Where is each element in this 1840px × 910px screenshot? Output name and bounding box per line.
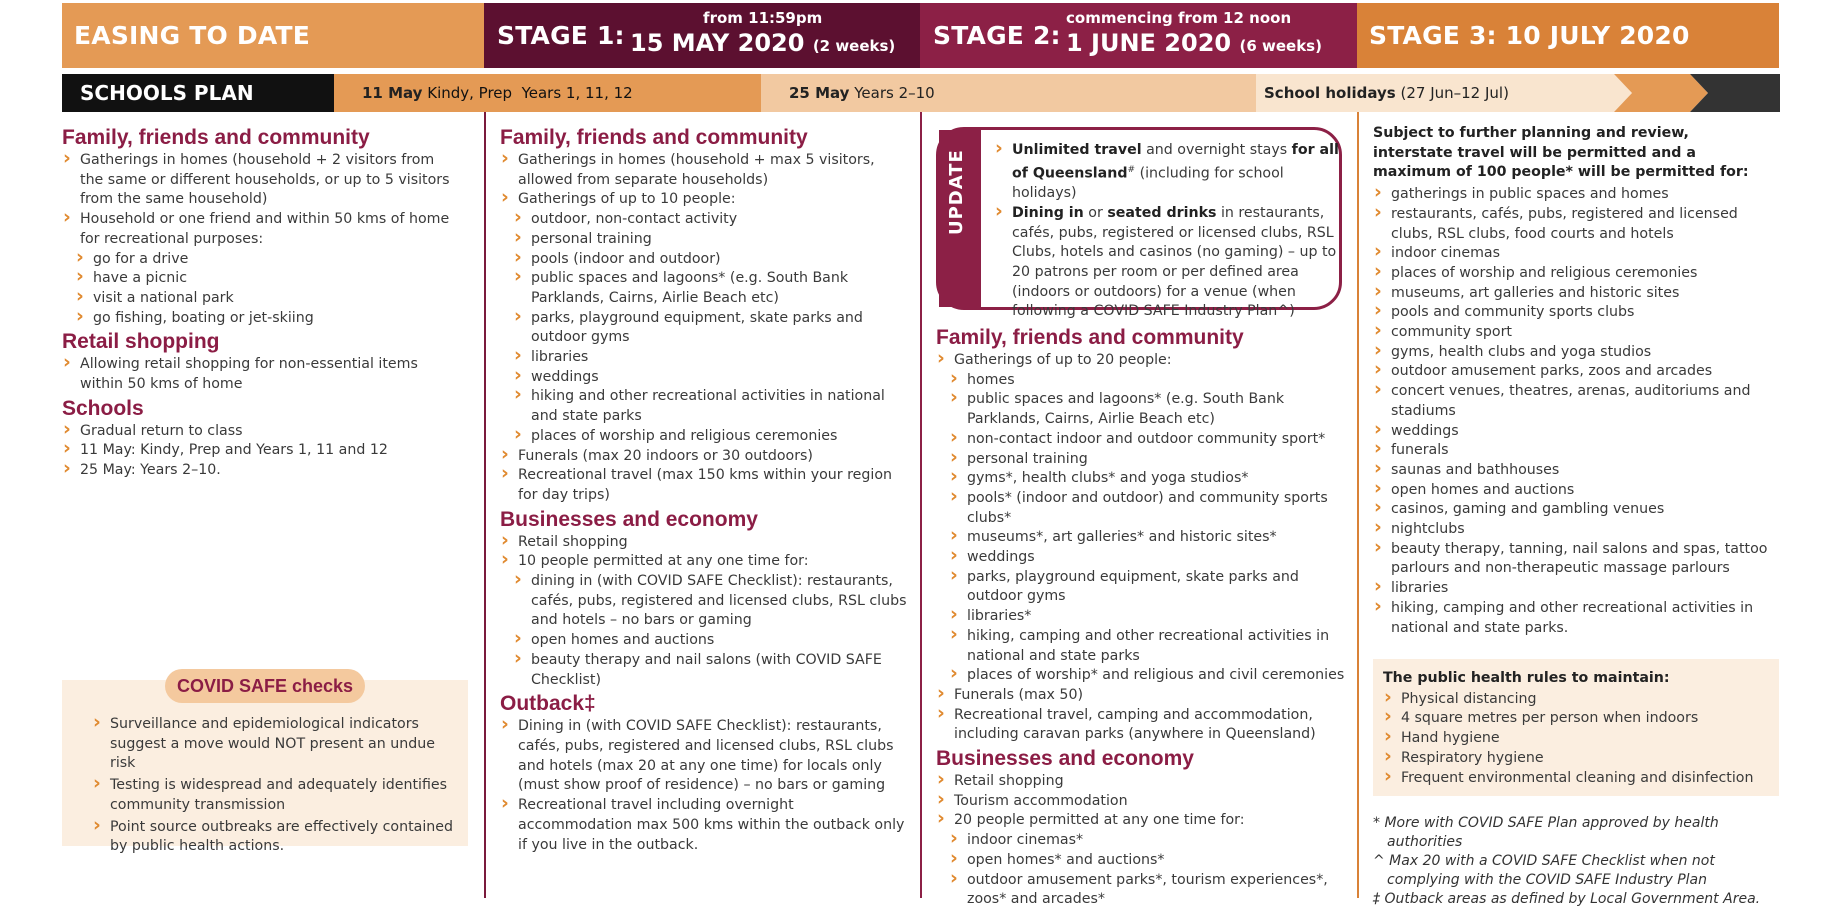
list-item: › saunas and bathhouses (1373, 461, 1773, 481)
list-item: › restaurants, cafés, pubs, registered and licensed clubs, RSL clubs, food courts and hotels (1373, 205, 1773, 244)
update-item-travel (994, 141, 1339, 204)
update-label: UPDATE (946, 149, 967, 235)
list-item-text: Gatherings of up to 10 people: (518, 191, 736, 208)
list-item: › Recreational travel (max 150 kms within your region for day trips) (500, 466, 910, 505)
list-item (62, 210, 462, 328)
outback-list (500, 717, 910, 855)
footnote-marker: # (1127, 164, 1136, 175)
list-item-text: Household or one friend and within 50 kms of home for recreational purposes: (80, 211, 450, 247)
stage1-date-block (630, 11, 895, 55)
list-item: › beauty therapy, tanning, nail salons and spas, tattoo parlours and non-therapeutic massage parlours (1373, 540, 1773, 579)
header-stage-3 (1357, 3, 1779, 68)
sub-list-item: › personal training (500, 230, 910, 250)
schools-plan-segment-11-may (334, 74, 761, 112)
family-list (500, 151, 910, 506)
sub-list-item: › open homes and auctions (500, 631, 910, 651)
list-item: › gatherings in public spaces and homes (1373, 185, 1773, 205)
sub-list-item: › have a picnic (62, 269, 462, 289)
sub-list-item: › libraries* (936, 607, 1346, 627)
schools-plan-label (62, 74, 334, 112)
text: or (1083, 204, 1108, 221)
gatherings-sublist (500, 210, 910, 446)
recreation-sublist (62, 250, 462, 329)
update-item-dining (994, 204, 1339, 322)
list-item: › Respiratory hygiene (1383, 749, 1769, 769)
public-health-rules-box (1373, 659, 1779, 796)
sub-list-item: › visit a national park (62, 289, 462, 309)
outback-heading: Outback‡ (500, 692, 596, 716)
text: and overnight stays (1141, 142, 1292, 158)
list-item: › Recreational travel including overnight accommodation max 500 kms within the outback only if you live in the outback. (500, 796, 910, 855)
covid-safe-checks-box (62, 675, 468, 855)
update-list (994, 141, 1339, 322)
schools-plan-arrows (1514, 74, 1780, 112)
bold-text: Dining in (1012, 204, 1084, 221)
rules-list (1383, 690, 1769, 789)
family-heading: Family, friends and community (936, 326, 1244, 349)
sub-list-item: › weddings (500, 368, 910, 388)
list-item (936, 811, 1346, 910)
list-item: › nightclubs (1373, 520, 1773, 540)
list-item: › libraries (1373, 579, 1773, 599)
rules-title: The public health rules to maintain: (1383, 670, 1670, 686)
sub-list-item: › open homes* and auctions* (936, 851, 1346, 871)
list-item-text: 20 people permitted at any one time for: (954, 812, 1245, 829)
stage1-column (500, 124, 910, 855)
list-item: › 4 square metres per person when indoors (1383, 709, 1769, 729)
list-item: › Funerals (max 20 indoors or 30 outdoors) (500, 447, 910, 467)
arrow-segment-light (1514, 74, 1632, 112)
list-item: › Frequent environmental cleaning and disinfection (1383, 769, 1769, 789)
text: in restaurants, cafés, pubs, registered or licensed clubs, RSL Clubs, hotels and casinos (no gaming) – up to 20 patrons per room or per defined area (indoors or outdoors) for a venue (when following a COVID SAFE Industry Plan^) (1012, 204, 1337, 320)
list-item: › Physical distancing (1383, 690, 1769, 710)
list-item: › Surveillance and epidemiological indicators suggest a move would NOT present an undue risk (92, 715, 462, 774)
easing-title: EASING TO DATE (74, 21, 310, 50)
list-item: › hiking, camping and other recreational activities in national and state parks. (1373, 599, 1773, 638)
list-item: › Hand hygiene (1383, 729, 1769, 749)
sub-list-item: › places of worship and religious ceremonies (500, 427, 910, 447)
list-item: › gyms, health clubs and yoga studios (1373, 343, 1773, 363)
seg3-title: School holidays (1264, 84, 1396, 102)
list-item: › open homes and auctions (1373, 481, 1773, 501)
footnote: ^ Max 20 with a COVID SAFE Checklist when not complying with the COVID SAFE Industry Plan (1373, 853, 1715, 888)
stage2-time: commencing from 12 noon (1066, 9, 1292, 27)
text: (including for school holidays) (1012, 165, 1284, 202)
list-item: › Retail shopping (936, 772, 1346, 792)
list-item: › Point source outbreaks are effectively contained by public health actions. (92, 818, 462, 857)
footnote: ‡ Outback areas as defined by Local Government Area. (1373, 891, 1761, 907)
family-heading: Family, friends and community (500, 126, 808, 149)
stage2-label: STAGE 2: (933, 21, 1061, 50)
sub-list-item: › hiking, camping and other recreational activities in national and state parks (936, 627, 1346, 666)
list-item: › concert venues, theatres, arenas, auditoriums and stadiums (1373, 382, 1773, 421)
list-item: › Gatherings in homes (household + max 5 visitors, allowed from separate households) (500, 151, 910, 190)
header-stage-1 (484, 3, 920, 68)
gatherings-sublist (936, 371, 1346, 686)
list-item (936, 351, 1346, 686)
stage2-date-block (1066, 11, 1322, 55)
seg3-text: (27 Jun–12 Jul) (1395, 84, 1509, 102)
header-easing-to-date (62, 3, 484, 68)
seg2-text: Years 2–10 (849, 84, 935, 102)
seg1-text: Kindy, Prep Years 1, 11, 12 (422, 84, 633, 102)
sub-list-item: › outdoor, non-contact activity (500, 210, 910, 230)
list-item: › outdoor amusement parks, zoos and arcades (1373, 362, 1773, 382)
family-list (62, 151, 462, 328)
sub-list-item: › dining in (with COVID SAFE Checklist): restaurants, cafés, pubs, registered and licensed clubs, RSL clubs and hotels – no bars or gaming (500, 572, 910, 631)
list-item: › Allowing retail shopping for non-essential items within 50 kms of home (62, 355, 462, 394)
list-item: › casinos, gaming and gambling venues (1373, 500, 1773, 520)
sub-list-item: › public spaces and lagoons* (e.g. South Bank Parklands, Cairns, Airlie Beach etc) (936, 390, 1346, 429)
sub-list-item: › gyms*, health clubs* and yoga studios* (936, 469, 1346, 489)
bold-text: for all of Queensland (1012, 142, 1339, 182)
sub-list-item: › parks, playground equipment, skate parks and outdoor gyms (936, 568, 1346, 607)
stage1-divider (484, 112, 486, 898)
business-heading: Businesses and economy (500, 507, 758, 531)
header-stage-2 (920, 3, 1357, 68)
stage3-title: STAGE 3: 10 JULY 2020 (1369, 21, 1690, 50)
easing-column (62, 124, 462, 481)
list-item: › Gradual return to class (62, 422, 462, 442)
list-item: › 11 May: Kindy, Prep and Years 1, 11 and 12 (62, 441, 462, 461)
sub-list-item: › go fishing, boating or jet-skiing (62, 309, 462, 329)
sub-list-item: › beauty therapy and nail salons (with COVID SAFE Checklist) (500, 651, 910, 690)
footnotes (1373, 814, 1779, 909)
sub-list-item: › museums*, art galleries* and historic sites* (936, 528, 1346, 548)
seg1-date: 11 May (362, 84, 423, 102)
business-heading: Businesses and economy (936, 747, 1194, 771)
sub-list-item: › weddings (936, 548, 1346, 568)
stage2-column (936, 324, 1346, 910)
sub-list-item: › pools* (indoor and outdoor) and community sports clubs* (936, 489, 1346, 528)
schools-plan-label-text: SCHOOLS PLAN (80, 81, 254, 105)
sub-list-item: › hiking and other recreational activities in national and state parks (500, 387, 910, 426)
list-item: › Gatherings in homes (household + 2 visitors from the same or different households, or up to 5 visitors from the same household) (62, 151, 462, 210)
list-item: › 25 May: Years 2–10. (62, 461, 462, 481)
covid-checks-list (92, 715, 462, 859)
covid-safe-checks-title: COVID SAFE checks (165, 669, 365, 703)
stage2-date: 1 JUNE 2020 (1066, 29, 1232, 57)
retail-list (62, 355, 462, 394)
schools-heading: Schools (62, 396, 144, 420)
list-item: › Testing is widespread and adequately identifies community transmission (92, 776, 462, 815)
list-item: › museums, art galleries and historic sites (1373, 284, 1773, 304)
bold-text: Unlimited travel (1012, 142, 1142, 158)
business-list (936, 772, 1346, 910)
list-item: › indoor cinemas (1373, 244, 1773, 264)
sub-list-item: › public spaces and lagoons* (e.g. South Bank Parklands, Cairns, Airlie Beach etc) (500, 269, 910, 308)
stage1-date: 15 MAY 2020 (630, 29, 805, 57)
schools-list (62, 422, 462, 481)
schools-plan-segment-25-may (761, 74, 1256, 112)
stage1-weeks: (2 weeks) (812, 37, 896, 55)
stage2-weeks: (6 weeks) (1239, 37, 1322, 55)
list-item: › funerals (1373, 441, 1773, 461)
business-list (500, 533, 910, 691)
stage3-column (1373, 124, 1773, 638)
footnote: * More with COVID SAFE Plan approved by health authorities (1373, 815, 1719, 850)
retail-heading: Retail shopping (62, 330, 220, 354)
sub-list-item: › outdoor amusement parks*, tourism experiences*, zoos* and arcades* (936, 871, 1346, 910)
list-item: › weddings (1373, 422, 1773, 442)
stage1-label: STAGE 1: (497, 21, 625, 50)
sub-list-item: › personal training (936, 450, 1346, 470)
list-item: › Tourism accommodation (936, 792, 1346, 812)
list-item: › Recreational travel, camping and accommodation, including caravan parks (anywhere in Queensland) (936, 706, 1346, 745)
sub-list-item: › places of worship* and religious and civil ceremonies (936, 666, 1346, 686)
list-item-text: 10 people permitted at any one time for: (518, 553, 809, 570)
stage3-intro: Subject to further planning and review, interstate travel will be permitted and a maximum of 100 people* will be permitted for: (1373, 125, 1749, 181)
sub-list-item: › libraries (500, 348, 910, 368)
list-item: › places of worship and religious ceremonies (1373, 264, 1773, 284)
stage3-divider (1357, 112, 1359, 898)
list-item: › pools and community sports clubs (1373, 303, 1773, 323)
stage3-list (1373, 185, 1773, 638)
sub-list-item: › go for a drive (62, 250, 462, 270)
sub-list-item: › indoor cinemas* (936, 831, 1346, 851)
sub-list-item: › parks, playground equipment, skate parks and outdoor gyms (500, 309, 910, 348)
business-sublist (500, 572, 910, 690)
list-item-text: Gatherings of up to 20 people: (954, 352, 1172, 368)
sub-list-item: › non-contact indoor and outdoor community sport* (936, 430, 1346, 450)
stage2-divider (920, 112, 922, 898)
list-item: › community sport (1373, 323, 1773, 343)
family-heading: Family, friends and community (62, 126, 370, 149)
business-sublist (936, 831, 1346, 910)
seg2-date: 25 May (789, 84, 850, 102)
list-item: › Dining in (with COVID SAFE Checklist): restaurants, cafés, pubs, registered and licensed clubs, RSL clubs and hotels (max 20 at any one time) for locals only (must show proof of residence) – no bars or gaming (500, 717, 910, 796)
list-item (500, 552, 910, 690)
list-item: › Retail shopping (500, 533, 910, 553)
sub-list-item: › homes (936, 371, 1346, 391)
bold-text: seated drinks (1107, 204, 1217, 221)
sub-list-item: › pools (indoor and outdoor) (500, 250, 910, 270)
family-list (936, 351, 1346, 745)
list-item (500, 190, 910, 446)
update-box (936, 127, 1342, 320)
schools-plan-segment-holidays (1256, 74, 1514, 112)
list-item: › Funerals (max 50) (936, 686, 1346, 706)
stage1-time: from 11:59pm (703, 9, 823, 27)
